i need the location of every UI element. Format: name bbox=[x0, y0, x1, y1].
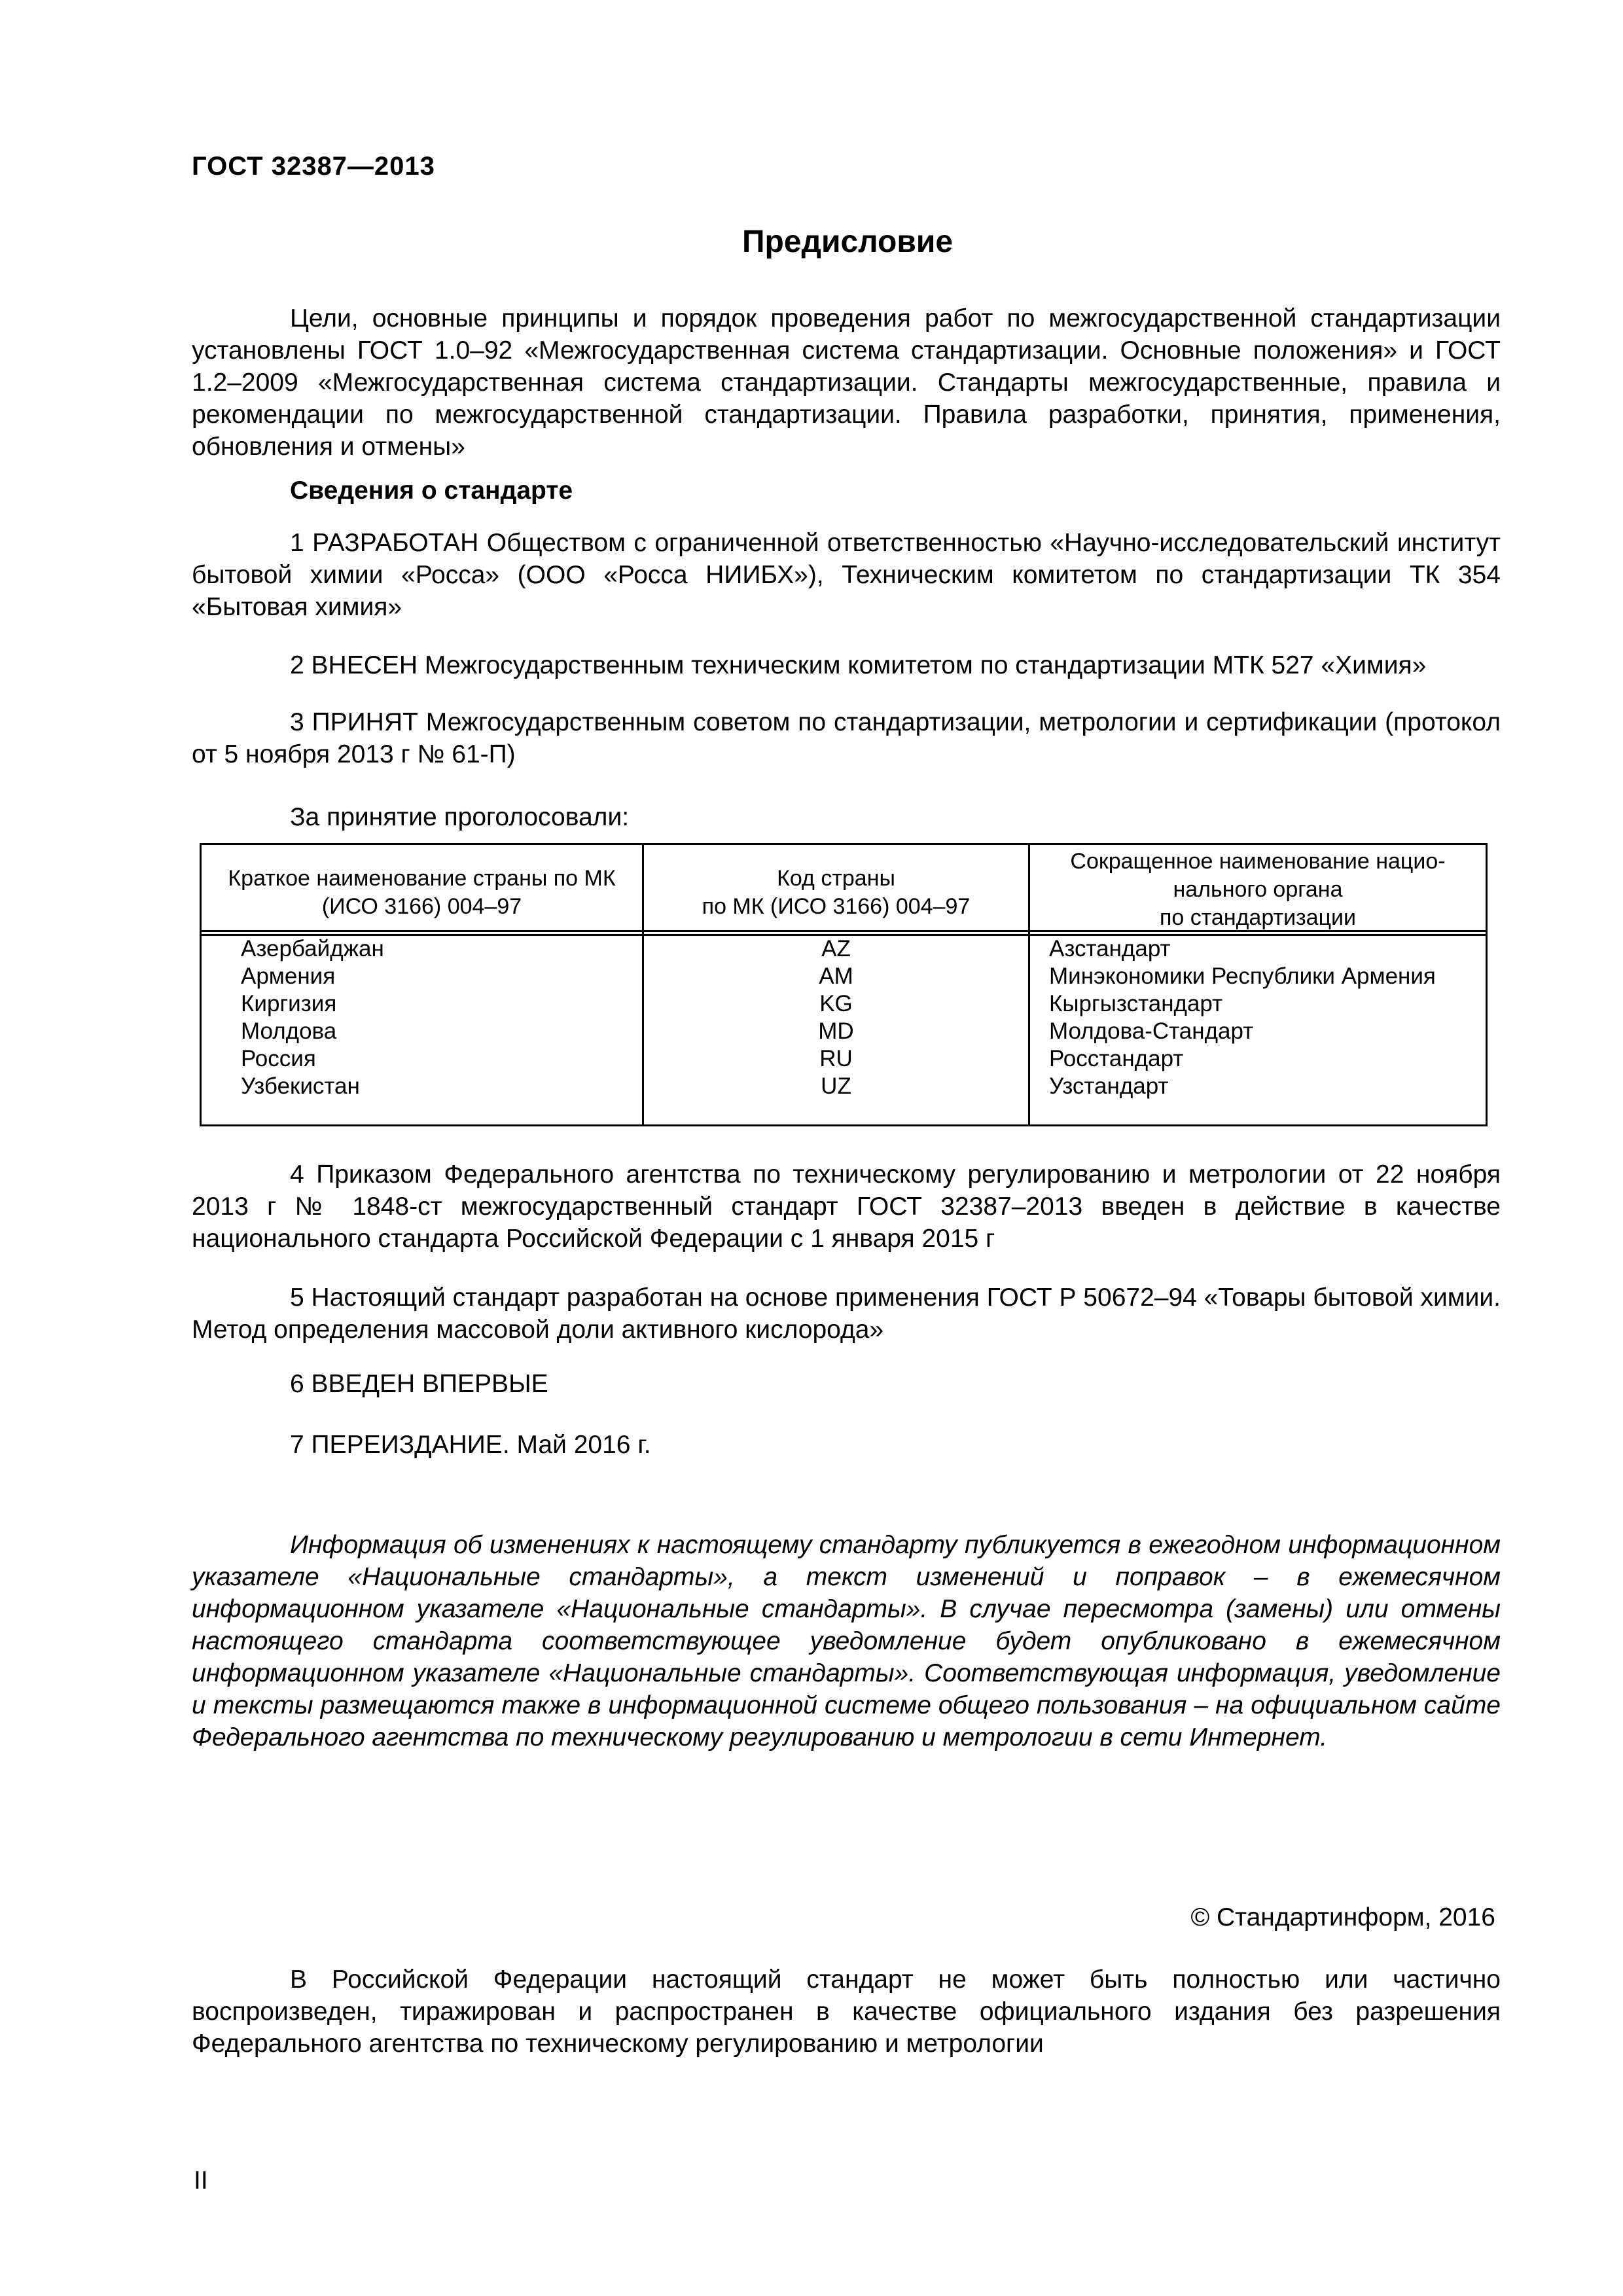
code-cell: RU bbox=[819, 1046, 853, 1071]
body-cell: Росстандарт bbox=[1049, 1046, 1184, 1071]
code-cell: AZ bbox=[821, 936, 851, 961]
country-cell: Киргизия bbox=[241, 991, 337, 1016]
item-1-developed: 1 РАЗРАБОТАН Обществом с ограниченной ответственностью «Научно-исследовательский институт бытовой химии «Росса» (ООО «Росса НИИБХ»), Техническим комитетом по стандартизации ТК 354 «Бытовая химия» bbox=[192, 529, 1501, 621]
page-title: Предисловие bbox=[741, 224, 954, 259]
intro-paragraph: Цели, основные принципы и порядок проведения работ по межгосударственной стандартизации установлены ГОСТ 1.0–92 «Межгосударственная система стандартизации. Основные положения» и ГОСТ 1.2–2009 «Межгосударственная система стандартизации. Стандарты межгосударственные, правила и рекомендации по межгосударственной стандартизации. Правила разработки, принятия, применения, обновления и отмены» bbox=[192, 304, 1501, 461]
country-list bbox=[241, 935, 384, 1100]
voting-table bbox=[200, 843, 1488, 1126]
country-cell: Узбекистан bbox=[241, 1073, 360, 1099]
code-cell: MD bbox=[818, 1018, 854, 1044]
header-standards-body: Сокращенное наименование нацио- нального органа по стандартизации bbox=[1070, 849, 1446, 930]
code-cell: AM bbox=[819, 963, 853, 989]
header-country: Краткое наименование страны по МК (ИСО 3166) 004–97 bbox=[228, 866, 616, 919]
info-heading: Сведения о стандарте bbox=[290, 476, 573, 505]
country-cell: Армения bbox=[241, 963, 336, 989]
code-cell: KG bbox=[819, 991, 853, 1016]
page-number: II bbox=[194, 2166, 208, 2195]
header-code: Код страны по МК (ИСО 3166) 004–97 bbox=[702, 866, 971, 919]
voted-label: За принятие проголосовали: bbox=[290, 803, 630, 831]
country-cell: Азербайджан bbox=[241, 936, 384, 961]
standards-body-list bbox=[1049, 935, 1436, 1100]
body-cell: Молдова-Стандарт bbox=[1049, 1018, 1254, 1044]
body-cell: Минэкономики Республики Армения bbox=[1049, 963, 1436, 989]
item-6-introduced: 6 ВВЕДЕН ВПЕРВЫЕ bbox=[290, 1370, 548, 1398]
code-cell: UZ bbox=[821, 1073, 851, 1099]
body-cell: Узстандарт bbox=[1049, 1073, 1169, 1099]
body-cell: Азстандарт bbox=[1049, 936, 1171, 961]
country-cell: Россия bbox=[241, 1046, 316, 1071]
restriction-notice: В Российской Федерации настоящий стандарт не может быть полностью или частично воспроизведен, тиражирован и распространен в качестве официального издания без разрешения Федерального агентства по техническому регулированию и метрологии bbox=[192, 1965, 1501, 2058]
item-4-order: 4 Приказом Федерального агентства по техническому регулированию и метрологии от 22 ноября 2013 г № 1848-ст межгосударственный стандарт ГОСТ 32387–2013 введен в действие в качестве национального стандарта Российской Федерации с 1 января 2015 г bbox=[192, 1160, 1501, 1253]
changes-notice: Информация об изменениях к настоящему стандарту публикуется в ежегодном информационном указателе «Национальные стандарты», а текст изменений и поправок – в ежемесячном информационном указателе «Национальные стандарты». В случае пересмотра (замены) или отмены настоящего стандарта соответствующее уведомление будет опубликовано в ежемесячном информационном указателе «Национальные стандарты». Соответствующая информация, уведомление и тексты размещаются также в информационной системе общего пользования – на официальном сайте Федерального агентства по техническому регулированию и метрологии в сети Интернет. bbox=[192, 1531, 1501, 1751]
country-cell: Молдова bbox=[241, 1018, 337, 1044]
item-2-submitted: 2 ВНЕСЕН Межгосударственным техническим комитетом по стандартизации МТК 527 «Химия» bbox=[290, 651, 1427, 679]
item-5-basis: 5 Настоящий стандарт разработан на основе применения ГОСТ Р 50672–94 «Товары бытовой химии. Метод определения массовой доли активного кислорода» bbox=[192, 1283, 1501, 1344]
body-cell: Кыргызстандарт bbox=[1049, 991, 1223, 1016]
code-list bbox=[644, 935, 1028, 1100]
item-7-reissue: 7 ПЕРЕИЗДАНИЕ. Май 2016 г. bbox=[290, 1431, 651, 1459]
copyright: © Стандартинформ, 2016 bbox=[1190, 1903, 1495, 1931]
document-id: ГОСТ 32387—2013 bbox=[192, 152, 435, 181]
item-3-adopted: 3 ПРИНЯТ Межгосударственным советом по стандартизации, метрологии и сертификации (протокол от 5 ноября 2013 г № 61-П) bbox=[192, 708, 1501, 768]
